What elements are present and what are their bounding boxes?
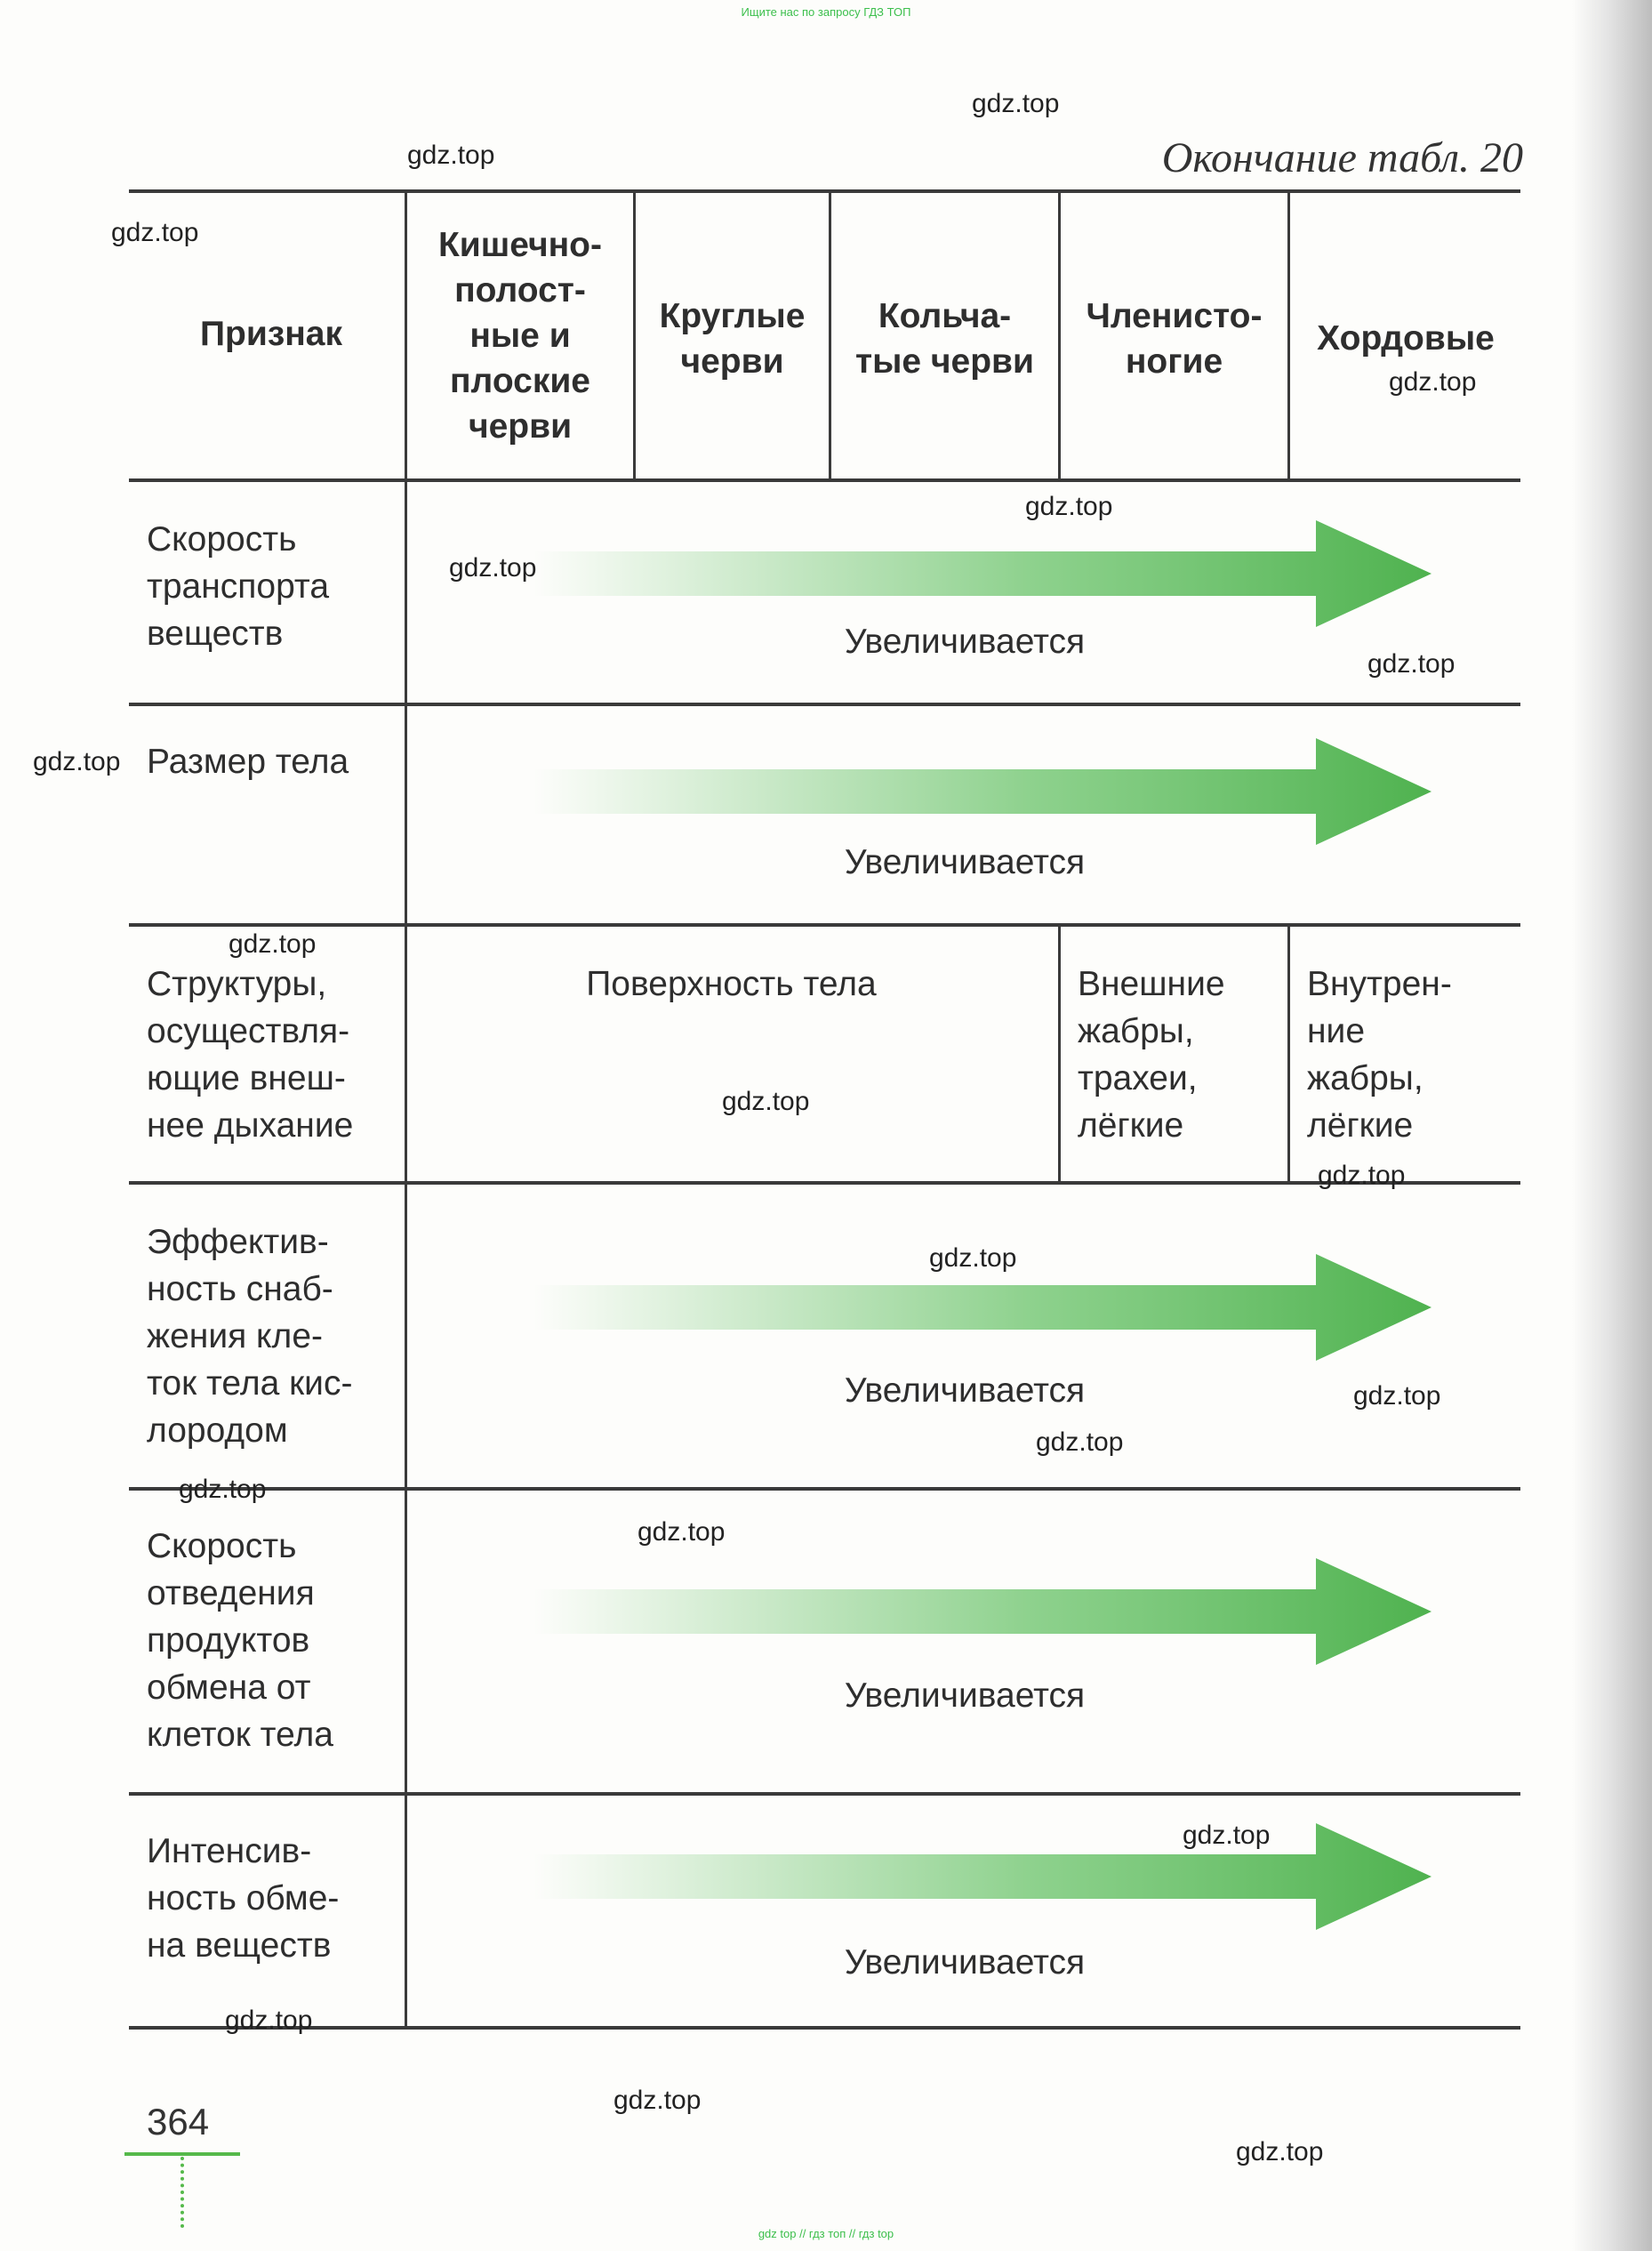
- row-value-body-surface: Поверхность тела: [586, 965, 877, 1003]
- header-cnidaria: Кишечно- полост- ные и плоские черви: [437, 226, 602, 446]
- row-feature-body-size: Размер тела: [147, 743, 349, 781]
- row-rule: [129, 1487, 1520, 1491]
- header-chordates: Хордовые: [1317, 319, 1495, 358]
- watermark: gdz.top: [1389, 367, 1477, 397]
- watermark: gdz.top: [722, 1087, 810, 1116]
- header-bottom-rule: [129, 478, 1520, 482]
- watermark: gdz.top: [229, 929, 317, 959]
- row-feature-metabolism: Интенсив- ность обме- на веществ: [147, 1832, 340, 1965]
- feature-column-rule: [405, 189, 407, 2028]
- watermark: gdz.top: [1318, 1161, 1406, 1190]
- row-feature-oxygen-supply: Эффектив- ность снаб- жения кле- ток тела кис- лородом: [147, 1223, 353, 1450]
- header-arthropods: Членисто- ногие: [1086, 297, 1263, 381]
- increase-arrow: [533, 520, 1431, 627]
- top-watermark: Ищите нас по запросу ГДЗ ТОП: [741, 5, 911, 19]
- watermark: gdz.top: [449, 553, 537, 583]
- watermark: gdz.top: [1367, 649, 1456, 679]
- watermark: gdz.top: [929, 1243, 1017, 1273]
- increase-arrow: [533, 738, 1431, 845]
- page-number-dotted-line: [180, 2157, 184, 2228]
- page-edge-shadow: [1572, 0, 1652, 2251]
- watermark: gdz.top: [1183, 1821, 1271, 1850]
- watermark: gdz.top: [225, 2006, 313, 2035]
- watermark: gdz.top: [407, 141, 495, 170]
- row-rule: [129, 1181, 1520, 1185]
- watermark: gdz.top: [1036, 1427, 1124, 1457]
- row-value-arthropods-breathing: Внешние жабры, трахеи, лёгкие: [1078, 965, 1225, 1145]
- row-feature-waste-removal: Скорость отведения продуктов обмена от клеток тела: [147, 1527, 333, 1754]
- row-rule: [129, 923, 1520, 927]
- increase-arrow: [533, 1823, 1431, 1930]
- row-value-body-size: Увеличивается: [844, 843, 1086, 881]
- table-caption: Окончание табл. 20: [1161, 134, 1523, 181]
- page-number-underline: [124, 2152, 240, 2156]
- watermark: gdz.top: [179, 1475, 267, 1504]
- row-feature-breathing-structures: Структуры, осуществля- ющие внеш- нее дыхание: [147, 965, 354, 1145]
- row-feature-transport-speed: Скорость транспорта веществ: [147, 520, 330, 653]
- row-rule: [129, 1792, 1520, 1796]
- header-feature: Признак: [200, 315, 342, 353]
- breathing-column-rule: [1287, 923, 1290, 1183]
- watermark: gdz.top: [1353, 1381, 1441, 1411]
- row-rule: [129, 703, 1520, 706]
- row-value-oxygen-supply: Увеличивается: [844, 1371, 1086, 1410]
- breathing-column-rule: [1058, 923, 1061, 1183]
- bottom-watermark: gdz top // гдз топ // гдз top: [758, 2227, 894, 2240]
- header-annelids: Кольча- тые черви: [854, 297, 1035, 381]
- row-value-waste-removal: Увеличивается: [844, 1676, 1086, 1715]
- watermark: gdz.top: [1025, 492, 1113, 521]
- increase-arrow: [533, 1558, 1431, 1665]
- row-value-chordates-breathing: Внутрен- ние жабры, лёгкие: [1307, 965, 1452, 1145]
- watermark: gdz.top: [33, 747, 121, 776]
- row-value-metabolism: Увеличивается: [844, 1943, 1086, 1982]
- row-value-transport-speed: Увеличивается: [844, 623, 1086, 661]
- table-bottom-rule: [129, 2026, 1520, 2030]
- watermark: gdz.top: [1236, 2137, 1324, 2167]
- watermark: gdz.top: [111, 218, 199, 247]
- page-number: 364: [147, 2101, 210, 2142]
- header-roundworms: Круглые черви: [659, 297, 806, 381]
- watermark: gdz.top: [638, 1517, 726, 1547]
- table-top-rule: [129, 189, 1520, 193]
- watermark: gdz.top: [972, 89, 1060, 118]
- watermark: gdz.top: [613, 2086, 702, 2115]
